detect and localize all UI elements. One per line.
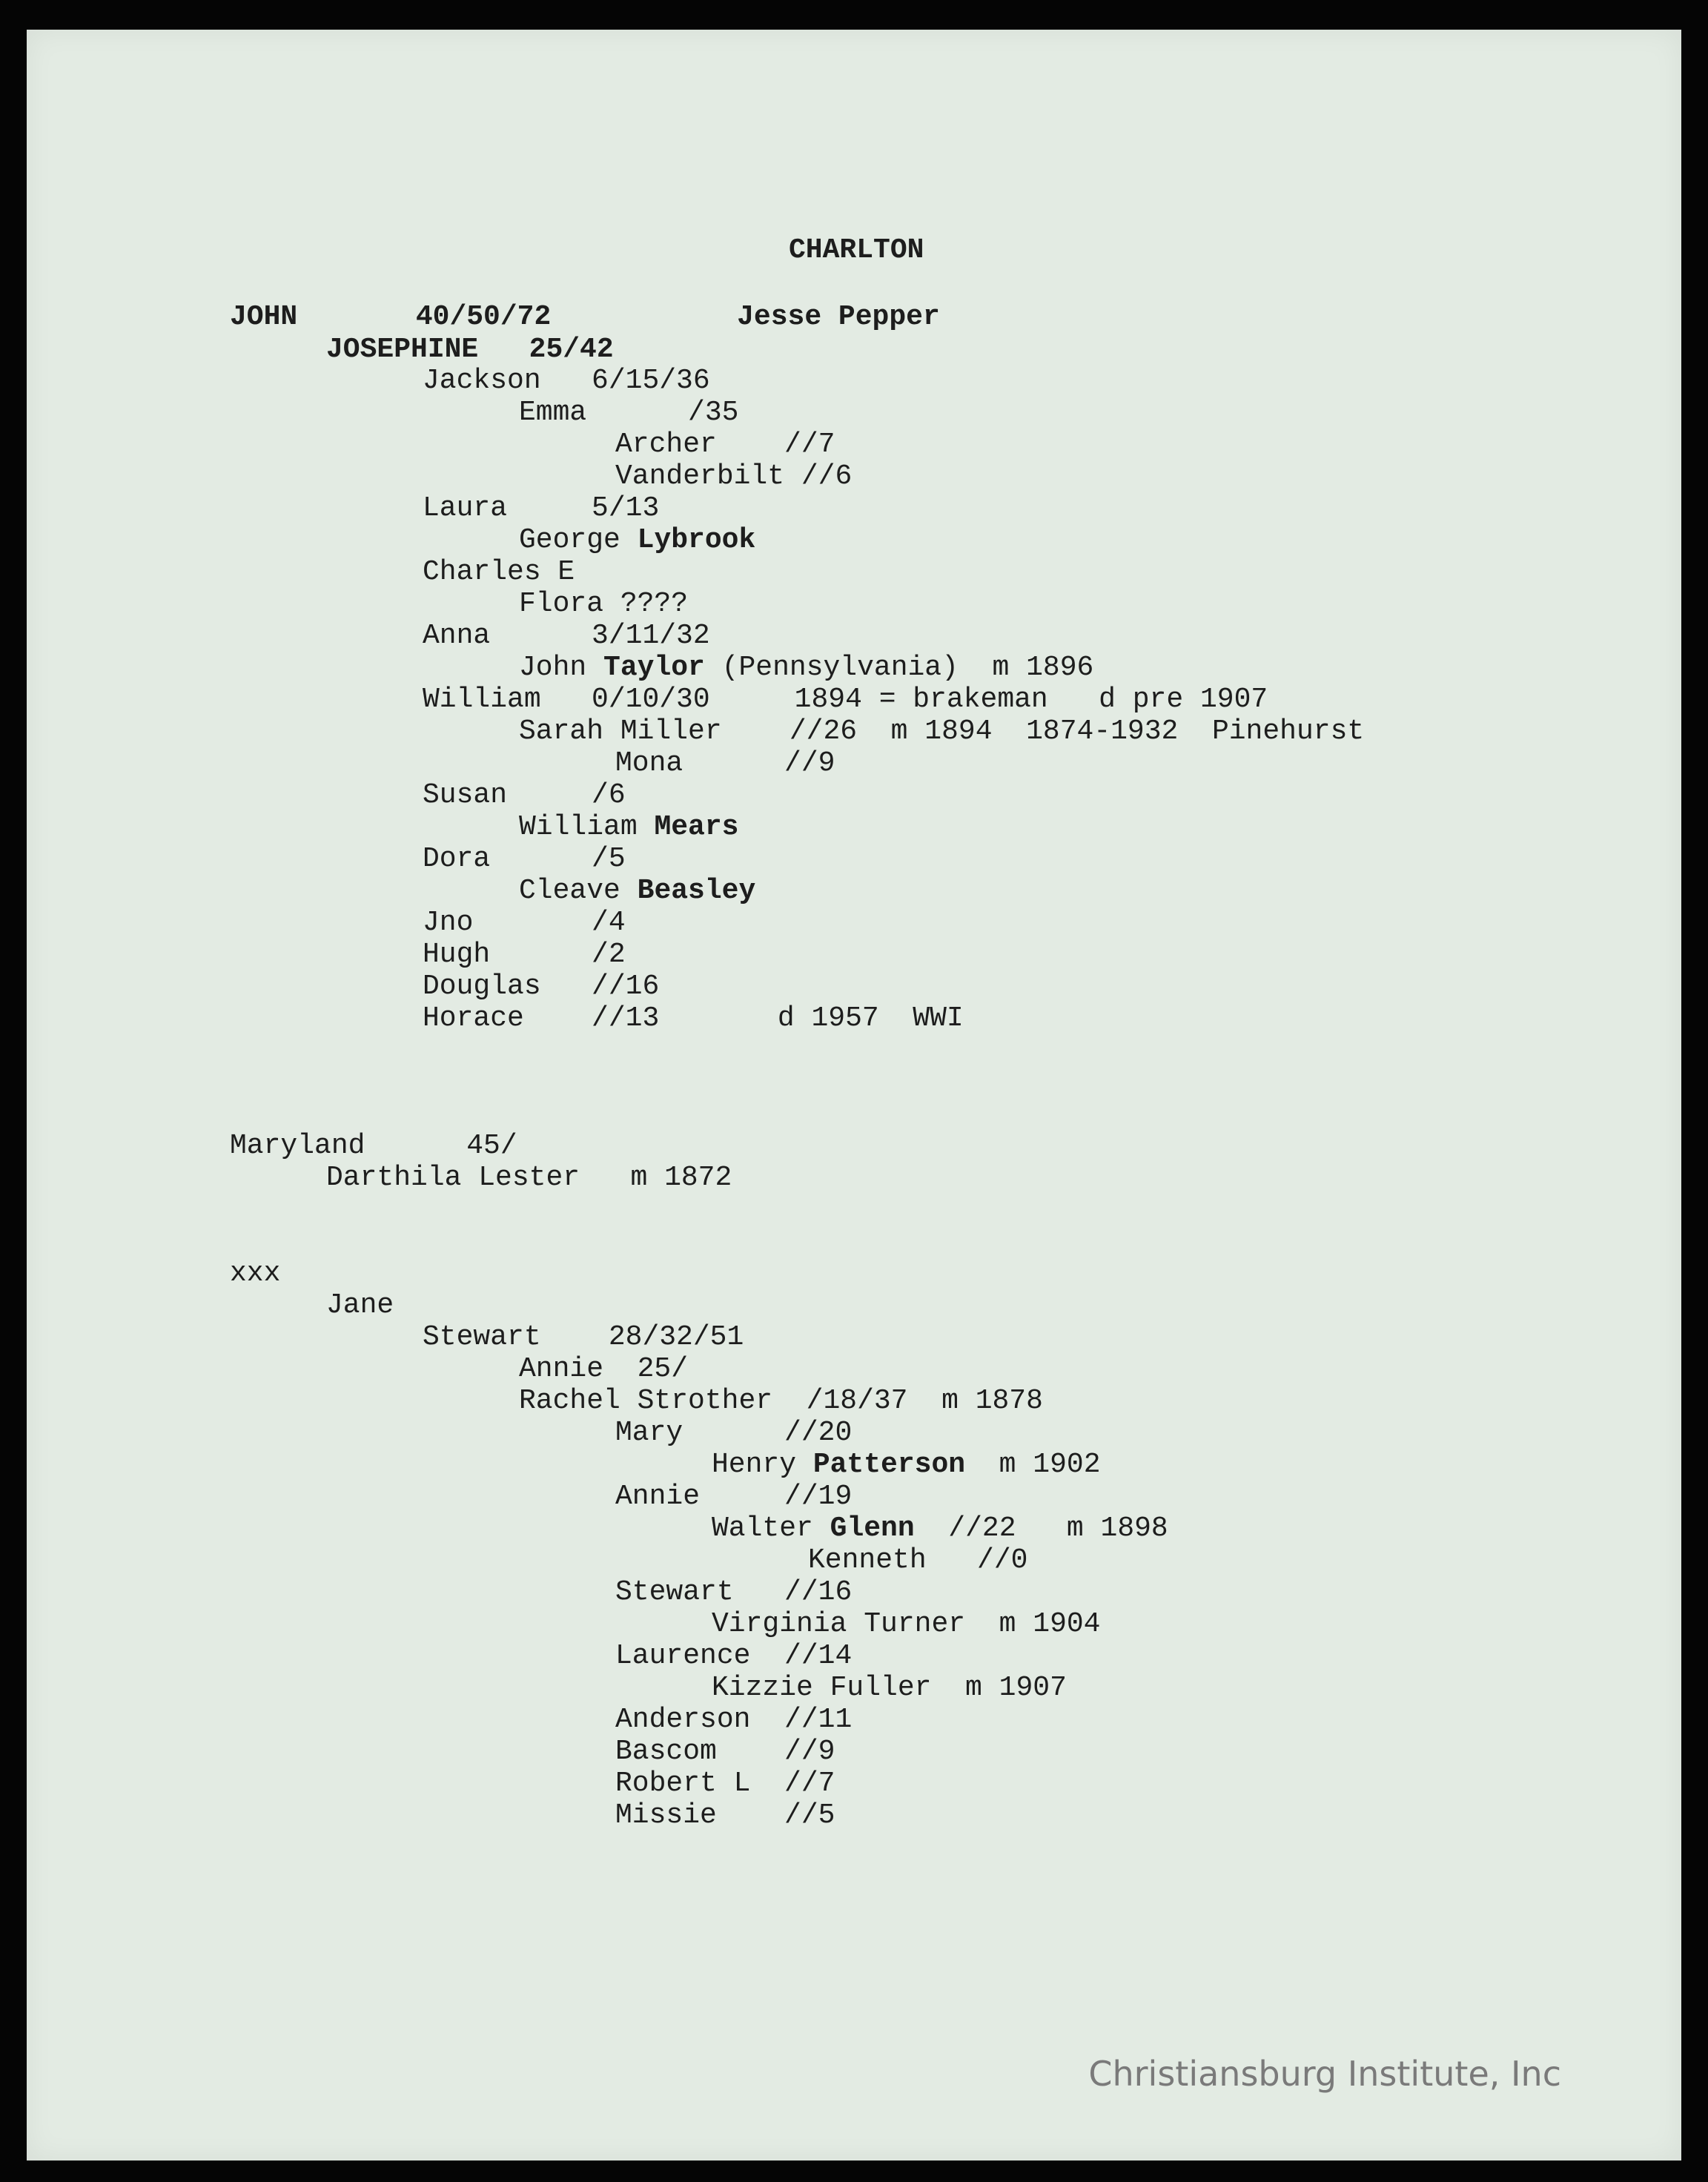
entry-line: [519, 397, 738, 429]
entry-line: [423, 907, 626, 939]
entry-line: [615, 1704, 852, 1736]
entry-text: William: [519, 811, 655, 843]
surname: Patterson: [812, 1449, 966, 1481]
entry-text: Maryland 45/: [230, 1130, 517, 1162]
entry-text: Horace //13 d 1957 WWI: [423, 1002, 964, 1034]
entry-text: Kenneth //0: [808, 1544, 1028, 1576]
entry-line: [423, 556, 575, 589]
entry-text: Rachel Strother /18/37 m 1878: [519, 1385, 1043, 1417]
entry-line: [615, 429, 835, 461]
entry-line: [615, 1799, 835, 1832]
entry-text: Stewart 28/32/51: [423, 1321, 744, 1353]
entry-text: Laura 5/13: [423, 492, 660, 524]
entry-line: [519, 652, 1093, 684]
entry-line: [519, 811, 738, 844]
entry-text: Sarah Miller //26 m 1894 1874-1932 Pinehurst: [519, 715, 1365, 747]
entry-line: [519, 715, 1364, 748]
entry-text: Susan /6: [423, 779, 626, 811]
entry-line: [615, 460, 852, 493]
entry-line: JOHN 40/50/72 Jesse Pepper: [230, 301, 940, 333]
entry-text: Kizzie Fuller m 1907: [712, 1672, 1067, 1704]
entry-line: [615, 1576, 852, 1609]
page-title: CHARLTON: [789, 234, 924, 266]
entry-text: John: [519, 652, 604, 684]
entry-text: Stewart //16: [615, 1576, 853, 1608]
entry-text: Archer //7: [615, 429, 835, 460]
entry-text: Henry: [712, 1449, 813, 1481]
entry-line: [615, 1640, 852, 1673]
entry-line: [615, 747, 835, 780]
entry-text: Laurence //14: [615, 1640, 853, 1672]
entry-line: [519, 875, 755, 907]
entry-line: [519, 1353, 688, 1386]
entry-line: [519, 1385, 1043, 1418]
entry-line: [423, 843, 626, 876]
entry-line: [808, 1544, 1027, 1577]
entry-line: [519, 524, 755, 557]
entry-text: Anna 3/11/32: [423, 620, 710, 652]
document-page: [27, 30, 1681, 2160]
entry-line: [423, 492, 659, 525]
entry-text: Missie //5: [615, 1799, 835, 1831]
entry-text: xxx: [230, 1257, 281, 1289]
entry-text: Annie 25/: [519, 1353, 689, 1385]
entry-text: William 0/10/30 1894 = brakeman d pre 1907: [423, 684, 1268, 715]
surname: Beasley: [637, 875, 756, 907]
entry-text: Jane: [326, 1289, 394, 1321]
entry-line: [423, 779, 626, 812]
entry-line: [712, 1512, 1168, 1545]
entry-text: Mary //20: [615, 1417, 853, 1449]
entry-line: [230, 1257, 280, 1290]
entry-line: [712, 1672, 1067, 1705]
entry-text: Hugh /2: [423, 939, 626, 971]
entry-line: [326, 1162, 732, 1194]
entry-text: Anderson //11: [615, 1704, 853, 1736]
entry-text: (Pennsylvania) m 1896: [704, 652, 1094, 684]
entry-text: m 1902: [965, 1449, 1101, 1481]
entry-text: Walter: [712, 1512, 830, 1544]
watermark: Christiansburg Institute, Inc: [1088, 2054, 1561, 2094]
entry-line: [615, 1417, 852, 1449]
entry-text: Dora /5: [423, 843, 626, 875]
entry-text: Emma /35: [519, 397, 739, 429]
entry-text: Darthila Lester m 1872: [326, 1162, 732, 1194]
entry-line: [712, 1608, 1101, 1641]
entry-text: Flora ????: [519, 588, 689, 620]
entry-line: [230, 1130, 517, 1163]
entry-text: Annie //19: [615, 1481, 853, 1512]
entry-line: [615, 1768, 835, 1800]
entry-text: George: [519, 524, 638, 556]
entry-line: [423, 620, 710, 652]
entry-text: Virginia Turner m 1904: [712, 1608, 1101, 1640]
entry-line: [326, 1289, 394, 1322]
entry-line: [615, 1481, 852, 1513]
entry-line: [519, 588, 688, 621]
surname: Lybrook: [637, 524, 756, 556]
entry-text: Cleave: [519, 875, 638, 907]
entry-line: JOSEPHINE 25/42: [326, 334, 614, 366]
entry-line: [615, 1736, 835, 1768]
entry-line: [423, 1002, 964, 1035]
entry-text: //22 m 1898: [914, 1512, 1168, 1544]
surname: Taylor: [603, 652, 705, 684]
entry-line: [423, 939, 626, 971]
surname: Mears: [654, 811, 739, 843]
entry-text: Jackson 6/15/36: [423, 365, 710, 397]
entry-line: [423, 1321, 744, 1354]
entry-text: Robert L //7: [615, 1768, 835, 1799]
entry-text: Douglas //16: [423, 971, 660, 1002]
entry-line: [423, 971, 659, 1003]
entry-text: Bascom //9: [615, 1736, 835, 1768]
entry-line: [423, 684, 1268, 716]
surname: Glenn: [830, 1512, 915, 1544]
entry-text: Jno /4: [423, 907, 626, 939]
entry-line: [423, 365, 710, 397]
entry-text: Mona //9: [615, 747, 835, 779]
entry-text: Vanderbilt //6: [615, 460, 853, 492]
entry-text: Charles E: [423, 556, 575, 588]
entry-line: [712, 1449, 1101, 1481]
